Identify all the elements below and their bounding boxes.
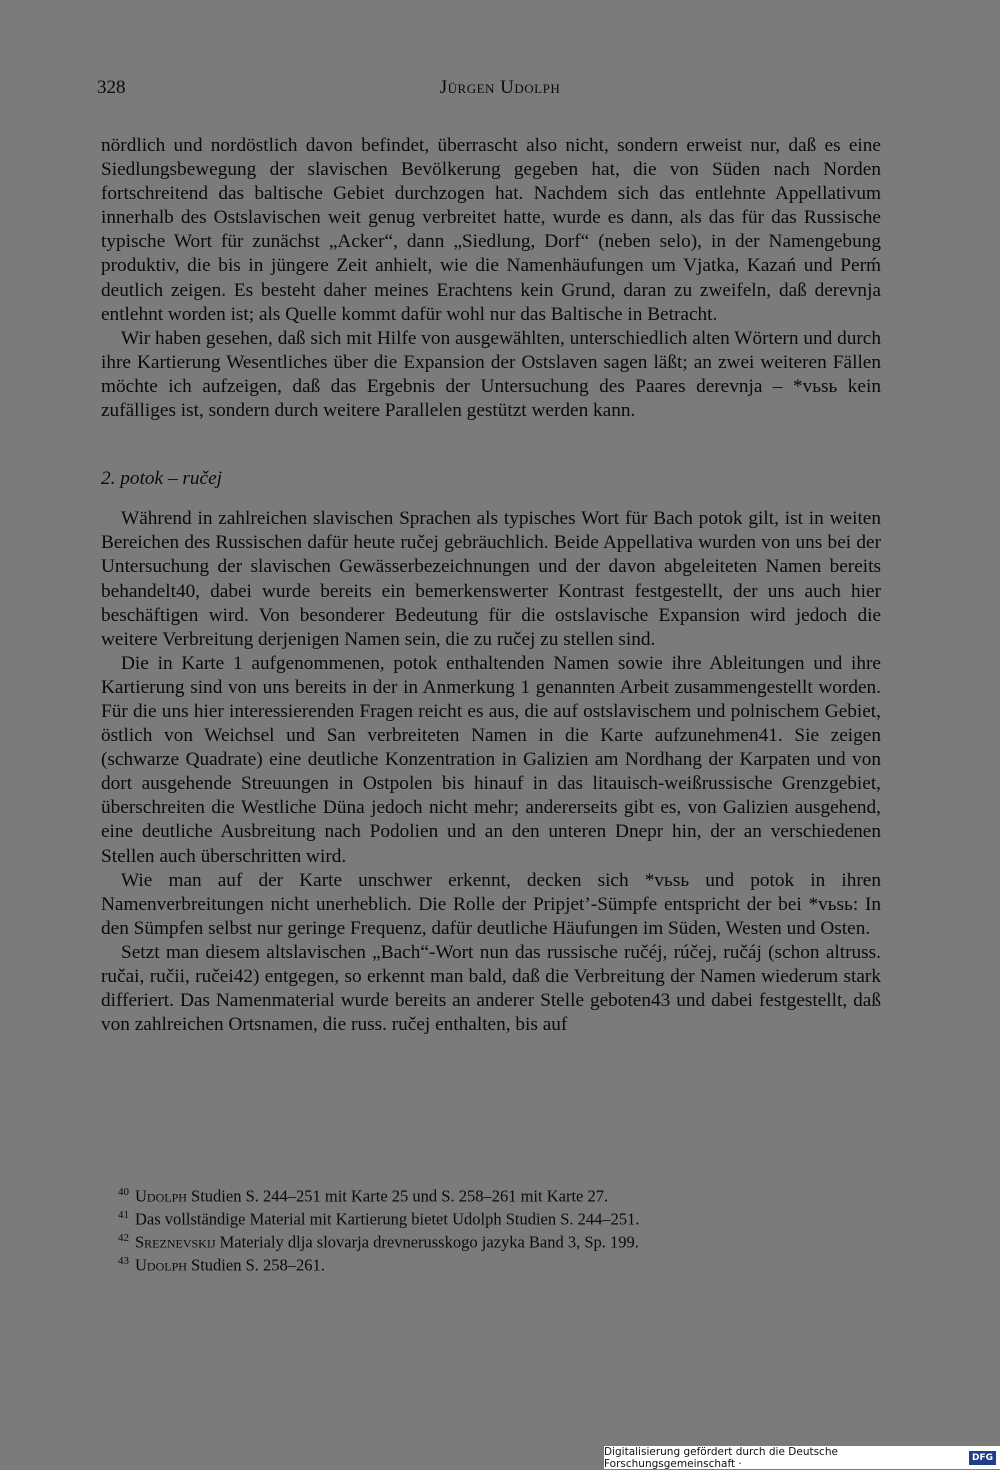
paragraph-1: nördlich und nordöstlich davon befindet, überrascht also nicht, sondern erweist nur, daß es eine Siedlungsbewegung der slavischen Bevölkerung gegeben hat, die von Süden nach Norden fortschreitend das baltische Gebiet durchzogen hat. Nachdem sich das entlehnte Appellativum innerhalb des Ostslavischen weit genug verbreitet hatte, wurde es dann, als das für das Russische typische Wort für zunächst „Acker“, dann „Siedlung, Dorf“ (neben selo), in der Namengebung produktiv, die bis in jüngere Zeit anhielt, wie die Namenhäufungen um Vjatka, Kazań und Perḿ deutlich zeigen. Es besteht daher meines Erachtens kein Grund, daran zu zweifeln, daß derevnja entlehnt worden ist; als Quelle kommt dafür wohl nur das Baltische in Betracht.: [101, 135, 881, 325]
funding-text: Digitalisierung gefördert durch die Deutsche Forschungsgemeinschaft ·: [604, 1445, 838, 1470]
footnote-text: Das vollständige Material mit Kartierung bietet Udolph Studien S. 244–251.: [135, 1209, 640, 1229]
footnote-text: Materialy dlja slovarja drevnerusskogo jazyka Band 3, Sp. 199.: [219, 1232, 639, 1252]
page-number: 328: [97, 77, 126, 98]
paragraph-2: Wir haben gesehen, daß sich mit Hilfe von ausgewählten, unterschiedlich alten Wörtern und durch ihre Kartierung Wesentliches über die Expansion der Ostslaven sagen läßt; an zwei weiteren Fällen möchte ich aufzeigen, daß das Ergebnis der Untersuchung des Paares derevnja – *vьsь kein zufälliges ist, sondern durch weitere Parallelen gestützt werden kann.: [101, 327, 881, 422]
footnote-text: Studien S. 244–251 mit Karte 25 und S. 258–261 mit Karte 27.: [191, 1186, 609, 1206]
paragraph-5: Wie man auf der Karte unschwer erkennt, decken sich *vьsь und potok in ihren Namenverbreitungen nicht unerheblich. Die Rolle der Pripjet’-Sümpfe entspricht der bei *vьsь: In den Sümpfen selbst nur geringe Frequenz, dafür deutliche Häufungen im Süden, Westen und Osten.: [101, 869, 881, 939]
funding-footer: [604, 1446, 1000, 1469]
footnote-43: [118, 1252, 818, 1275]
section-heading: 2. potok – ručej: [101, 468, 223, 490]
paragraph-6: Setzt man diesem altslavischen „Bach“-Wort nun das russische ručéj, rúčej, ručáj (schon altruss. ručai, ručii, ručei42) entgegen, so erkennt man bald, daß die Verbreitung der Namen wiederum stark differiert. Das Namenmaterial wurde bereits an anderer Stelle geboten43 und dabei festgestellt, daß von zahlreichen Ortsnamen, die russ. ručej enthalten, bis auf: [101, 941, 881, 1036]
footnote-number: 42: [118, 1232, 129, 1244]
footnote-author: Udolph: [135, 1186, 187, 1206]
footnote-40: [118, 1183, 818, 1206]
dfg-logo-icon: DFG: [969, 1451, 996, 1465]
footnotes: [118, 1183, 818, 1275]
footnote-number: 41: [118, 1209, 129, 1221]
footnote-42: [118, 1229, 818, 1252]
footnote-number: 43: [118, 1255, 129, 1267]
footnote-author: Sreznevskij: [135, 1232, 216, 1252]
paragraph-4: Die in Karte 1 aufgenommenen, potok enthaltenden Namen sowie ihre Ableitungen und ihre Kartierung sind von uns bereits in der in Anmerkung 1 genannten Arbeit zusammengestellt worden. Für die uns hier interessierenden Fragen reicht es aus, die auf ostslavischem und polnischem Gebiet, östlich von Weichsel und San verbreiteten Namen in die Karte aufzunehmen41. Sie zeigen (schwarze Quadrate) eine deutliche Konzentration in Galizien am Nordhang der Karpaten und von dort ausgehende Streuungen in Ostpolen bis hinauf in das litauisch-weißrussische Grenzgebiet, überschreiten die Westliche Düna jedoch nicht mehr; andererseits gibt es, von Galizien ausgehend, eine deutliche Ausbreitung nach Podolien und an den unteren Dnepr hin, der an verschiedenen Stellen auch überschritten wird.: [101, 652, 881, 867]
running-head: Jürgen Udolph: [439, 77, 561, 98]
footnote-author: Udolph: [135, 1255, 187, 1275]
footnote-number: 40: [118, 1186, 129, 1198]
paragraph-3: Während in zahlreichen slavischen Sprachen als typisches Wort für Bach potok gilt, ist in weiten Bereichen des Russischen dafür heute ručej gebräuchlich. Beide Appellativa wurden von uns bei der Untersuchung der slavischen Gewässerbezeichnungen und der davon abgeleiteten Namen bereits behandelt40, dabei wurde bereits ein bemerkenswerter Kontrast festgestellt, der uns auch hier beschäftigen wird. Von besonderer Bedeutung für die ostslavische Expansion wird jedoch die weitere Verbreitung derjenigen Namen sein, die zu ručej zu stellen sind.: [101, 508, 881, 650]
footnote-text: Studien S. 258–261.: [191, 1255, 325, 1275]
footnote-41: [118, 1206, 818, 1229]
body-text: [101, 134, 881, 1037]
